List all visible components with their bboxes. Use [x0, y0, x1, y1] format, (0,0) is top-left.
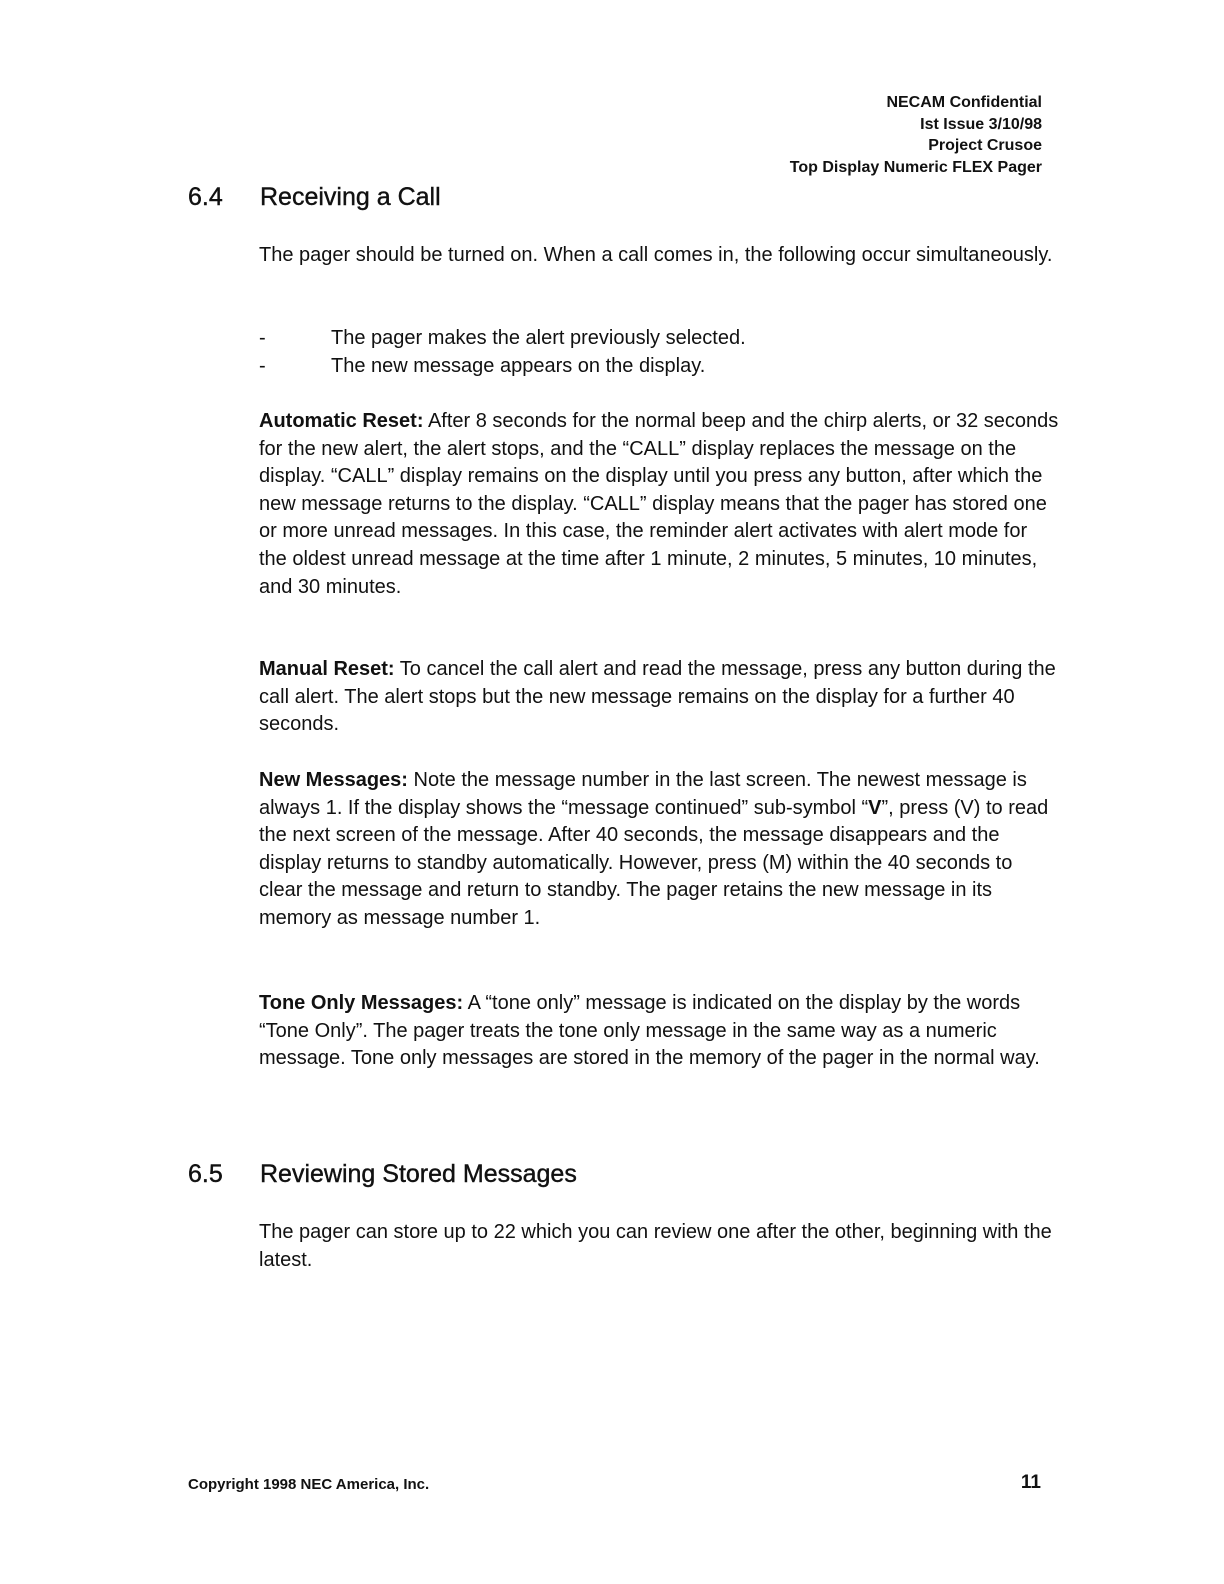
new-messages-paragraph: [259, 767, 1059, 933]
new-messages-text: Note the message number in the last screen. The newest message is always 1. If the display shows the “message continued” sub-symbol “: [259, 769, 1027, 819]
list-item: [259, 324, 746, 352]
bullet-marker: -: [259, 355, 266, 377]
header-confidential: NECAM Confidential: [886, 94, 1042, 111]
section-heading-6-4: [188, 183, 441, 212]
list-item: [259, 352, 705, 380]
copyright-footer: Copyright 1998 NEC America, Inc.: [188, 1476, 430, 1493]
intro-paragraph: The pager should be turned on. When a call comes in, the following occur simultaneously.: [259, 244, 1053, 266]
document-header: [790, 92, 1042, 178]
section-number: 6.4: [188, 183, 223, 211]
automatic-reset-text: After 8 seconds for the normal beep and the chirp alerts, or 32 seconds for the new alert, the alert stops, and the “CALL” display replaces the message on the display. “CALL” display remains on the display until you press any button, after which the new message returns to the display. “CALL” display means that the pager has stored one or more unread messages. In this case, the reminder alert activates with alert mode for the oldest unread message at the time after 1 minute, 2 minutes, 5 minutes, 10 minutes, and 30 minutes.: [259, 410, 1059, 598]
manual-reset-label: Manual Reset:: [259, 658, 395, 680]
manual-reset-paragraph: [259, 656, 1059, 739]
section-title: Reviewing Stored Messages: [260, 1160, 577, 1188]
automatic-reset-label: Automatic Reset:: [259, 410, 424, 432]
stored-messages-paragraph: The pager can store up to 22 which you can review one after the other, beginning with the latest.: [259, 1221, 1052, 1271]
header-product: Top Display Numeric FLEX Pager: [789, 158, 1042, 176]
automatic-reset-paragraph: [259, 408, 1059, 601]
page-number: 11: [1020, 1472, 1041, 1493]
tone-only-label: Tone Only Messages:: [259, 992, 464, 1014]
header-project: Project Crusoe: [928, 137, 1042, 154]
continued-symbol: V: [868, 796, 882, 819]
section-title: Receiving a Call: [260, 183, 441, 211]
bullet-marker: -: [259, 327, 266, 349]
tone-only-text: A “tone only” message is indicated on the display by the words “Tone Only”. The pager treats the tone only message in the same way as a numeric message. Tone only messages are stored in the memory of the pager in the normal way.: [259, 992, 1040, 1070]
manual-reset-text: To cancel the call alert and read the message, press any button during the call alert. The alert stops but the new message remains on the display for a further 40 seconds.: [259, 658, 1056, 736]
list-item-text: The pager makes the alert previously selected.: [331, 327, 746, 349]
section-heading-6-5: [188, 1160, 577, 1189]
new-messages-text-continued: ”, press (V) to read the next screen of the message. After 40 seconds, the message disappears and the display returns to standby automatically. However, press (M) within the 40 seconds to clear the message and return to standby. The pager retains the new message in its memory as message number 1.: [259, 796, 1049, 929]
new-messages-label: New Messages:: [259, 769, 408, 791]
list-item-text: The new message appears on the display.: [331, 355, 706, 377]
section-number: 6.5: [188, 1160, 223, 1188]
tone-only-paragraph: [259, 990, 1059, 1073]
header-issue: Ist Issue 3/10/98: [920, 115, 1042, 133]
